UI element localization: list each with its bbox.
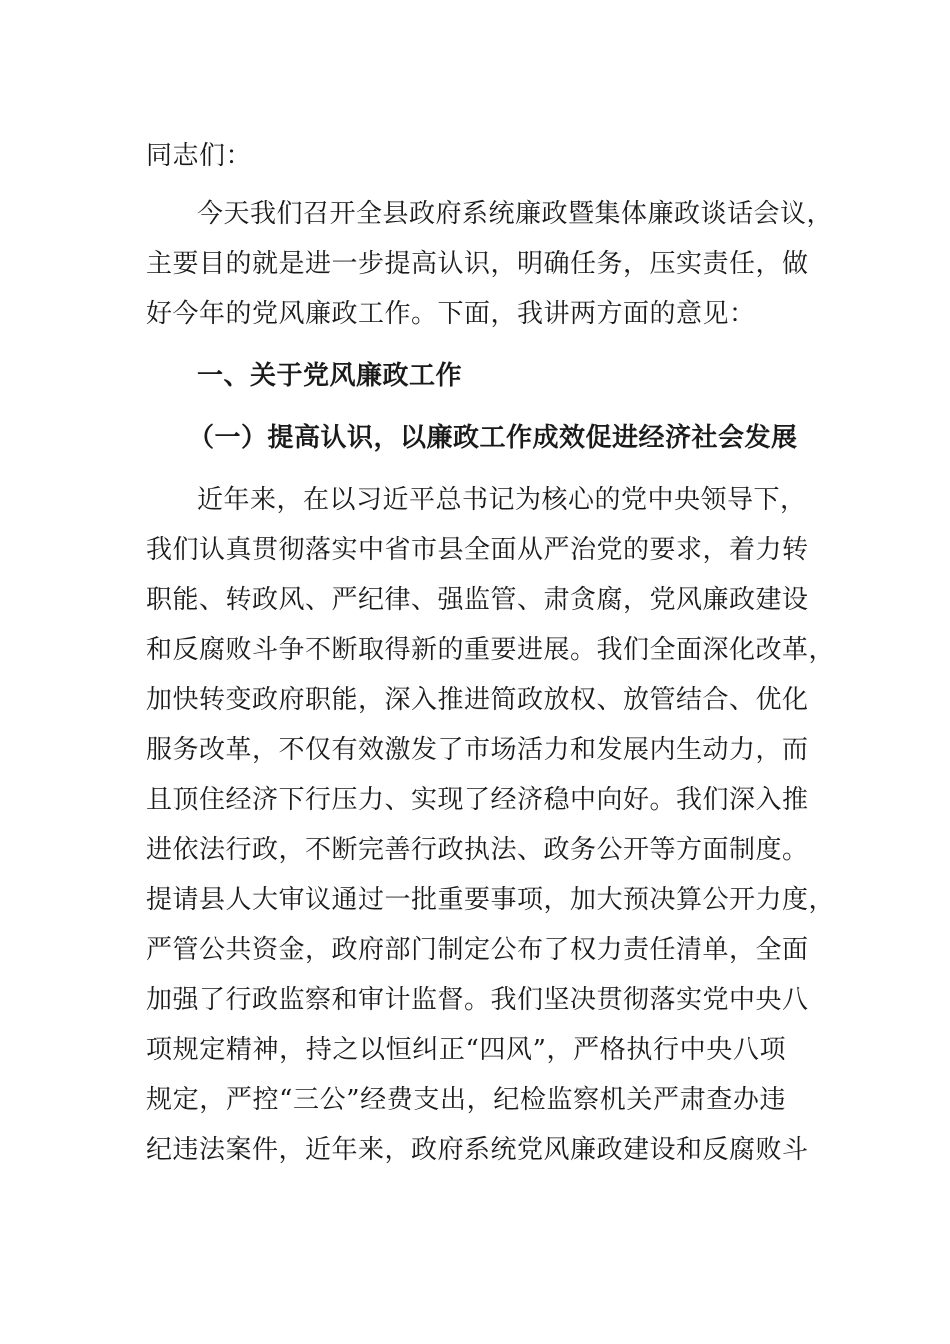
body-line: 且顶住经济下行压力、实现了经济稳中向好。我们深入推: [146, 785, 809, 815]
intro-line-3: 好今年的党风廉政工作。下面，我讲两方面的意见：: [146, 299, 756, 329]
body-line: 和反腐败斗争不断取得新的重要进展。我们全面深化改革，: [146, 635, 836, 665]
body-line: 加强了行政监察和审计监督。我们坚决贯彻落实党中央八: [146, 985, 809, 1015]
body-line: 职能、转政风、严纪律、强监管、肃贪腐，党风廉政建设: [146, 585, 809, 615]
body-line: 加快转变政府职能，深入推进简政放权、放管结合、优化: [146, 685, 809, 715]
body-line: 进依法行政，不断完善行政执法、政务公开等方面制度。: [146, 835, 809, 865]
body-line: 严管公共资金，政府部门制定公布了权力责任清单，全面: [146, 935, 809, 965]
body-line: 近年来，在以习近平总书记为核心的党中央领导下，: [197, 485, 807, 515]
body-line: 项规定精神，持之以恒纠正“四风”，严格执行中央八项: [146, 1035, 786, 1065]
subsection-heading: （一）提高认识，以廉政工作成效促进经济社会发展: [188, 423, 798, 453]
body-line: 提请县人大审议通过一批重要事项，加大预决算公开力度，: [146, 885, 836, 915]
intro-line-2: 主要目的就是进一步提高认识，明确任务，压实责任，做: [146, 249, 809, 279]
body-line: 我们认真贯彻落实中省市县全面从严治党的要求，着力转: [146, 535, 809, 565]
body-line: 服务改革，不仅有效激发了市场活力和发展内生动力，而: [146, 735, 809, 765]
section-heading: 一、关于党风廉政工作: [197, 361, 463, 391]
salutation: 同志们：: [146, 141, 253, 171]
body-line: 纪违法案件，近年来，政府系统党风廉政建设和反腐败斗: [146, 1135, 809, 1165]
intro-line-1: 今天我们召开全县政府系统廉政暨集体廉政谈话会议，: [197, 199, 834, 229]
body-line: 规定，严控“三公”经费支出，纪检监察机关严肃查办违: [146, 1085, 786, 1115]
